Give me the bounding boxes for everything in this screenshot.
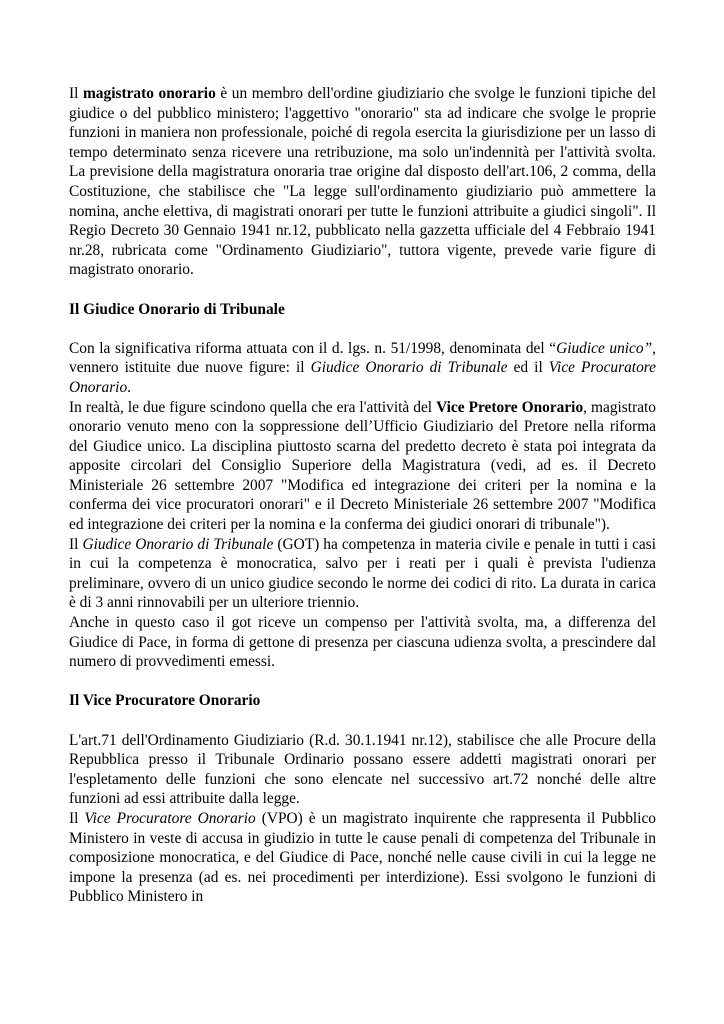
text-run: , magistrato onorario venuto meno con la soppressione dell’Ufficio Giudiziario del Pretore nella riforma del Giudice unico. La disciplina piuttosto scarna del predetto decreto è stata poi integrata da apposite circolari del Consiglio Superiore della Magistratura (vedi, ad es. il Decreto Ministeriale 26 settembre 2007 "Modifica ed integrazione dei criteri per la nomina e la conferma dei vice procuratori onorari" e il Decreto Ministeriale 26 settembre 2007 "Modifica ed integrazione dei criteri per la nomina e la conferma dei giudici onorari di tribunale"). (69, 398, 656, 534)
bold-term: Vice Pretore Onorario (436, 398, 584, 416)
intro-paragraph (69, 84, 656, 280)
body-paragraph: Anche in questo caso il got riceve un compenso per l'attività svolta, ma, a differenza del Giudice di Pace, in forma di gettone di presenza per ciascuna udienza svolta, a prescindere dal numero di provvedimenti emessi. (69, 614, 656, 671)
body-paragraph (69, 809, 656, 907)
section-heading: Il Giudice Onorario di Tribunale (69, 300, 285, 318)
body-paragraph (69, 398, 656, 535)
text-run: . (127, 378, 132, 396)
paragraph-gap (69, 280, 656, 300)
text-run: ed il (507, 359, 549, 377)
text-run: , vennero istituite due nuove figure: il (69, 339, 656, 377)
italic-term: Giudice unico” (556, 339, 653, 357)
text-run: Con la significativa riforma attuata con il d. lgs. n. 51/1998, denominata del “ (69, 339, 557, 357)
section-heading: Il Vice Procuratore Onorario (69, 692, 261, 710)
italic-term: Vice Procuratore Onorario (69, 359, 657, 396)
paragraph-gap (69, 711, 656, 731)
body-paragraph (69, 339, 656, 398)
text-run: è un membro dell'ordine giudiziario che svolge le funzioni tipiche del giudice o del pubblico ministero; l'aggettivo "onorario" sta ad indicare che svolge le proprie funzioni in maniera non professionale, poiché di regola esercita la giurisdizione per un lasso di tempo determinato senza ricevere una retribuzione, ma solo un'indennità per l'attività svolta. La previsione della magistratura onoraria trae origine dal disposto dell'art.106, 2 comma, della Costituzione, che stabilisce che "La legge sull'ordinamento giudiziario può ammettere la nomina, anche elettiva, di magistrati onorari per tutte le funzioni attribuite a giudici singoli". Il Regio Decreto 30 Gennaio 1941 nr.12, pubblicato nella gazzetta ufficiale del 4 Febbraio 1941 nr.28, rubricata come "Ordinamento Giudiziario", tuttora vigente, prevede varie figure di magistrato onorario. (69, 85, 656, 279)
paragraph-gap (69, 672, 656, 692)
text-run: Il (69, 809, 85, 827)
document-page (69, 84, 656, 907)
italic-term: Giudice Onorario di Tribunale (82, 535, 274, 553)
text-run: In realtà, le due figure scindono quella che era l'attività del (69, 398, 437, 416)
body-paragraph: L'art.71 dell'Ordinamento Giudiziario (R.d. 30.1.1941 nr.12), stabilisce che alle Procure della Repubblica presso il Tribunale Ordinario possano essere addetti magistrati onorari per l'espletamento delle funzioni che sono elencate nel successivo art.72 nonché delle altre funzioni ad essi attribuite dalla legge. (69, 731, 656, 808)
italic-term: Giudice Onorario di Tribunale (310, 359, 508, 377)
body-paragraph (69, 535, 656, 613)
bold-term: magistrato onorario (82, 85, 216, 102)
paragraph-gap (69, 319, 656, 339)
text-run: Il (69, 85, 83, 102)
text-run: Il (69, 535, 83, 553)
text-run: (GOT) ha competenza in materia civile e penale in tutti i casi in cui la competenza è monocratica, salvo per i reati per i quali è prevista l'udienza preliminare, ovvero di un unico giudice secondo le norme dei codici di rito. La durata in carica è di 3 anni rinnovabili per un ulteriore triennio. (69, 535, 656, 612)
text-run: (VPO) è un magistrato inquirente che rappresenta il Pubblico Ministero in veste di accusa in giudizio in tutte le cause penali di competenza del Tribunale in composizione monocratica, e del Giudice di Pace, nonché nelle cause civili in cui la legge ne impone la presenza (ad es. nei procedimenti per interdizione). Essi svolgono le funzioni di Pubblico Ministero in (69, 809, 656, 906)
italic-term: Vice Procuratore Onorario (84, 809, 256, 827)
